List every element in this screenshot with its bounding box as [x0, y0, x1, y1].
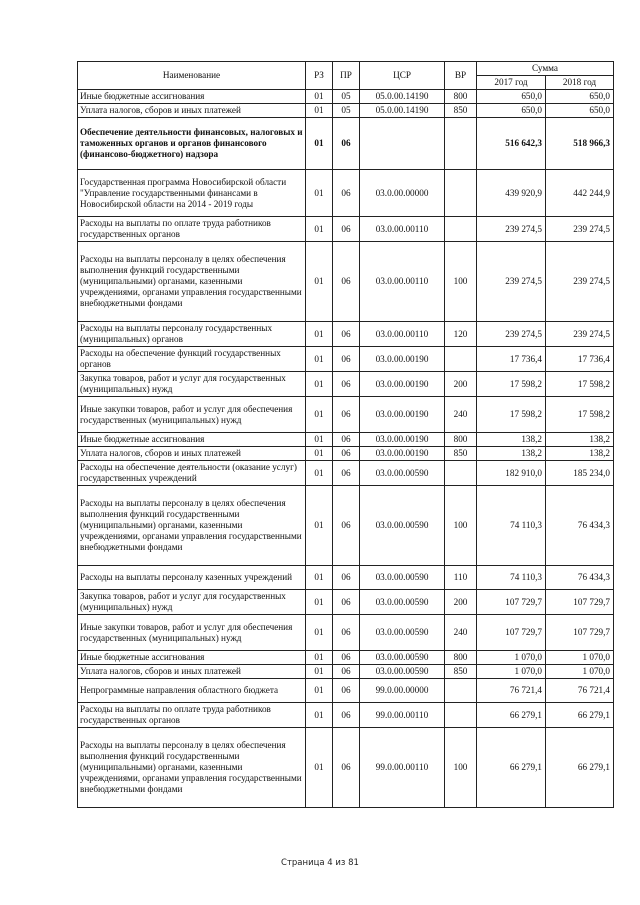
cell-rz: 01 — [306, 703, 333, 728]
cell-rz: 01 — [306, 590, 333, 615]
budget-table — [77, 61, 614, 808]
cell-rz: 01 — [306, 615, 333, 651]
cell-pr: 06 — [333, 170, 360, 217]
cell-2017: 1 070,0 — [477, 665, 546, 679]
cell-2017: 182 910,0 — [477, 461, 546, 486]
cell-2017: 107 729,7 — [477, 590, 546, 615]
cell-2018: 17 598,2 — [546, 397, 614, 433]
cell-csr: 03.0.00.00110 — [360, 242, 445, 322]
table-row — [78, 90, 614, 104]
table-row — [78, 566, 614, 590]
cell-2017: 650,0 — [477, 90, 546, 104]
cell-pr: 06 — [333, 665, 360, 679]
table-row — [78, 322, 614, 347]
header-sum: Сумма — [477, 62, 614, 76]
cell-rz: 01 — [306, 217, 333, 242]
cell-2018: 650,0 — [546, 104, 614, 118]
cell-name: Иные закупки товаров, работ и услуг для обеспечения государственных (муниципальных) нужд — [78, 615, 306, 651]
cell-2017: 650,0 — [477, 104, 546, 118]
cell-name: Расходы на выплаты по оплате труда работников государственных органов — [78, 217, 306, 242]
cell-2017: 17 736,4 — [477, 347, 546, 372]
cell-rz: 01 — [306, 118, 333, 170]
cell-name: Расходы на выплаты персоналу в целях обеспечения выполнения функций государственными (муниципальными) органами, казенными учреждениями, органами управления государственными внебюджетными фондами — [78, 242, 306, 322]
cell-vr: 850 — [445, 447, 477, 461]
cell-csr: 05.0.00.14190 — [360, 90, 445, 104]
cell-2017: 516 642,3 — [477, 118, 546, 170]
table-row — [78, 615, 614, 651]
cell-name: Обеспечение деятельности финансовых, налоговых и таможенных органов и органов финансового (финансово-бюджетного) надзора — [78, 118, 306, 170]
cell-rz: 01 — [306, 461, 333, 486]
cell-vr: 100 — [445, 242, 477, 322]
cell-name: Расходы на выплаты персоналу казенных учреждений — [78, 566, 306, 590]
cell-2018: 239 274,5 — [546, 242, 614, 322]
table-row — [78, 486, 614, 566]
cell-name: Иные бюджетные ассигнования — [78, 433, 306, 447]
cell-name: Закупка товаров, работ и услуг для государственных (муниципальных) нужд — [78, 590, 306, 615]
cell-2017: 138,2 — [477, 447, 546, 461]
table-row — [78, 728, 614, 808]
cell-2018: 17 736,4 — [546, 347, 614, 372]
cell-pr: 06 — [333, 651, 360, 665]
cell-csr: 99.0.00.00110 — [360, 703, 445, 728]
cell-csr: 03.0.00.00190 — [360, 372, 445, 397]
cell-2017: 107 729,7 — [477, 615, 546, 651]
cell-pr: 06 — [333, 590, 360, 615]
cell-pr: 06 — [333, 703, 360, 728]
cell-vr — [445, 461, 477, 486]
cell-vr: 100 — [445, 728, 477, 808]
table-row — [78, 590, 614, 615]
cell-rz: 01 — [306, 651, 333, 665]
cell-2018: 66 279,1 — [546, 728, 614, 808]
cell-2018: 76 721,4 — [546, 679, 614, 703]
table-row — [78, 104, 614, 118]
cell-name: Расходы на обеспечение деятельности (оказание услуг) государственных учреждений — [78, 461, 306, 486]
cell-vr: 200 — [445, 590, 477, 615]
cell-rz: 01 — [306, 728, 333, 808]
cell-vr — [445, 217, 477, 242]
cell-2018: 107 729,7 — [546, 615, 614, 651]
table-row — [78, 242, 614, 322]
table-row — [78, 170, 614, 217]
table-row — [78, 665, 614, 679]
cell-pr: 06 — [333, 728, 360, 808]
cell-rz: 01 — [306, 679, 333, 703]
cell-vr — [445, 703, 477, 728]
cell-csr: 03.0.00.00590 — [360, 461, 445, 486]
cell-2017: 17 598,2 — [477, 397, 546, 433]
cell-2017: 239 274,5 — [477, 217, 546, 242]
cell-csr: 03.0.00.00590 — [360, 486, 445, 566]
header-name: Наименование — [78, 62, 306, 90]
cell-2018: 76 434,3 — [546, 566, 614, 590]
cell-name: Иные закупки товаров, работ и услуг для обеспечения государственных (муниципальных) нужд — [78, 397, 306, 433]
cell-name: Расходы на выплаты персоналу государственных (муниципальных) органов — [78, 322, 306, 347]
cell-csr: 03.0.00.00590 — [360, 651, 445, 665]
cell-pr: 06 — [333, 322, 360, 347]
cell-vr: 800 — [445, 433, 477, 447]
cell-pr: 06 — [333, 347, 360, 372]
cell-vr: 850 — [445, 104, 477, 118]
cell-pr: 06 — [333, 566, 360, 590]
cell-pr: 06 — [333, 242, 360, 322]
cell-2018: 185 234,0 — [546, 461, 614, 486]
cell-pr: 06 — [333, 486, 360, 566]
cell-rz: 01 — [306, 447, 333, 461]
cell-csr: 03.0.00.00190 — [360, 433, 445, 447]
cell-2018: 442 244,9 — [546, 170, 614, 217]
cell-2017: 17 598,2 — [477, 372, 546, 397]
cell-name: Непрограммные направления областного бюджета — [78, 679, 306, 703]
header-vr: ВР — [445, 62, 477, 90]
cell-name: Уплата налогов, сборов и иных платежей — [78, 104, 306, 118]
cell-rz: 01 — [306, 433, 333, 447]
table-row — [78, 397, 614, 433]
cell-2018: 138,2 — [546, 433, 614, 447]
cell-2018: 650,0 — [546, 90, 614, 104]
cell-name: Расходы на обеспечение функций государственных органов — [78, 347, 306, 372]
header-rz: РЗ — [306, 62, 333, 90]
table-row — [78, 679, 614, 703]
cell-2017: 439 920,9 — [477, 170, 546, 217]
cell-rz: 01 — [306, 347, 333, 372]
cell-vr: 800 — [445, 90, 477, 104]
cell-rz: 01 — [306, 665, 333, 679]
cell-vr: 240 — [445, 615, 477, 651]
cell-rz: 01 — [306, 372, 333, 397]
cell-vr — [445, 347, 477, 372]
cell-rz: 01 — [306, 170, 333, 217]
table-row — [78, 461, 614, 486]
cell-2018: 1 070,0 — [546, 665, 614, 679]
cell-2018: 518 966,3 — [546, 118, 614, 170]
cell-2018: 76 434,3 — [546, 486, 614, 566]
cell-2017: 66 279,1 — [477, 703, 546, 728]
cell-2018: 17 598,2 — [546, 372, 614, 397]
cell-csr: 99.0.00.00000 — [360, 679, 445, 703]
cell-csr: 03.0.00.00110 — [360, 217, 445, 242]
cell-name: Иные бюджетные ассигнования — [78, 90, 306, 104]
cell-name: Расходы на выплаты персоналу в целях обеспечения выполнения функций государственными (муниципальными) органами, казенными учреждениями, органами управления государственными внебюджетными фондами — [78, 486, 306, 566]
table-row — [78, 372, 614, 397]
table-row — [78, 651, 614, 665]
table-row — [78, 217, 614, 242]
table-body — [78, 90, 614, 808]
cell-2018: 1 070,0 — [546, 651, 614, 665]
cell-pr: 06 — [333, 397, 360, 433]
cell-name: Иные бюджетные ассигнования — [78, 651, 306, 665]
cell-2017: 74 110,3 — [477, 566, 546, 590]
header-2017: 2017 год — [477, 76, 546, 90]
cell-2017: 1 070,0 — [477, 651, 546, 665]
cell-csr: 03.0.00.00000 — [360, 170, 445, 217]
cell-2018: 66 279,1 — [546, 703, 614, 728]
cell-rz: 01 — [306, 566, 333, 590]
cell-csr: 99.0.00.00110 — [360, 728, 445, 808]
cell-csr: 03.0.00.00590 — [360, 590, 445, 615]
header-2018: 2018 год — [546, 76, 614, 90]
table-row — [78, 118, 614, 170]
budget-table-sheet — [77, 61, 613, 808]
cell-pr: 06 — [333, 433, 360, 447]
cell-2018: 239 274,5 — [546, 322, 614, 347]
cell-vr: 110 — [445, 566, 477, 590]
cell-pr: 05 — [333, 90, 360, 104]
cell-vr: 120 — [445, 322, 477, 347]
cell-name: Расходы на выплаты по оплате труда работников государственных органов — [78, 703, 306, 728]
cell-vr: 200 — [445, 372, 477, 397]
cell-2018: 107 729,7 — [546, 590, 614, 615]
cell-vr — [445, 170, 477, 217]
cell-csr: 03.0.00.00110 — [360, 322, 445, 347]
cell-name: Уплата налогов, сборов и иных платежей — [78, 447, 306, 461]
cell-pr: 06 — [333, 461, 360, 486]
cell-name: Закупка товаров, работ и услуг для государственных (муниципальных) нужд — [78, 372, 306, 397]
cell-2018: 138,2 — [546, 447, 614, 461]
cell-pr: 06 — [333, 118, 360, 170]
table-row — [78, 703, 614, 728]
table-row — [78, 433, 614, 447]
cell-pr: 06 — [333, 447, 360, 461]
cell-csr: 03.0.00.00590 — [360, 615, 445, 651]
header-pr: ПР — [333, 62, 360, 90]
cell-rz: 01 — [306, 486, 333, 566]
header-csr: ЦСР — [360, 62, 445, 90]
cell-csr: 03.0.00.00590 — [360, 566, 445, 590]
table-row — [78, 347, 614, 372]
cell-pr: 06 — [333, 615, 360, 651]
cell-name: Государственная программа Новосибирской области "Управление государственными финансами в Новосибирской области на 2014 - 2019 годы — [78, 170, 306, 217]
cell-2017: 239 274,5 — [477, 322, 546, 347]
cell-csr — [360, 118, 445, 170]
cell-rz: 01 — [306, 322, 333, 347]
cell-2017: 66 279,1 — [477, 728, 546, 808]
cell-vr — [445, 118, 477, 170]
cell-rz: 01 — [306, 242, 333, 322]
cell-name: Уплата налогов, сборов и иных платежей — [78, 665, 306, 679]
cell-csr: 03.0.00.00190 — [360, 397, 445, 433]
table-row — [78, 447, 614, 461]
cell-2017: 74 110,3 — [477, 486, 546, 566]
cell-2017: 76 721,4 — [477, 679, 546, 703]
cell-rz: 01 — [306, 397, 333, 433]
cell-name: Расходы на выплаты персоналу в целях обеспечения выполнения функций государственными (муниципальными) органами, казенными учреждениями, органами управления государственными внебюджетными фондами — [78, 728, 306, 808]
cell-csr: 05.0.00.14190 — [360, 104, 445, 118]
cell-2018: 239 274,5 — [546, 217, 614, 242]
cell-pr: 06 — [333, 217, 360, 242]
cell-csr: 03.0.00.00190 — [360, 347, 445, 372]
cell-2017: 138,2 — [477, 433, 546, 447]
cell-csr: 03.0.00.00190 — [360, 447, 445, 461]
page-footer: Страница 4 из 81 — [281, 858, 359, 868]
cell-vr: 100 — [445, 486, 477, 566]
cell-vr: 800 — [445, 651, 477, 665]
cell-rz: 01 — [306, 90, 333, 104]
cell-vr: 850 — [445, 665, 477, 679]
cell-vr: 240 — [445, 397, 477, 433]
cell-csr: 03.0.00.00590 — [360, 665, 445, 679]
cell-rz: 01 — [306, 104, 333, 118]
cell-pr: 06 — [333, 679, 360, 703]
cell-2017: 239 274,5 — [477, 242, 546, 322]
cell-pr: 05 — [333, 104, 360, 118]
cell-vr — [445, 679, 477, 703]
cell-pr: 06 — [333, 372, 360, 397]
